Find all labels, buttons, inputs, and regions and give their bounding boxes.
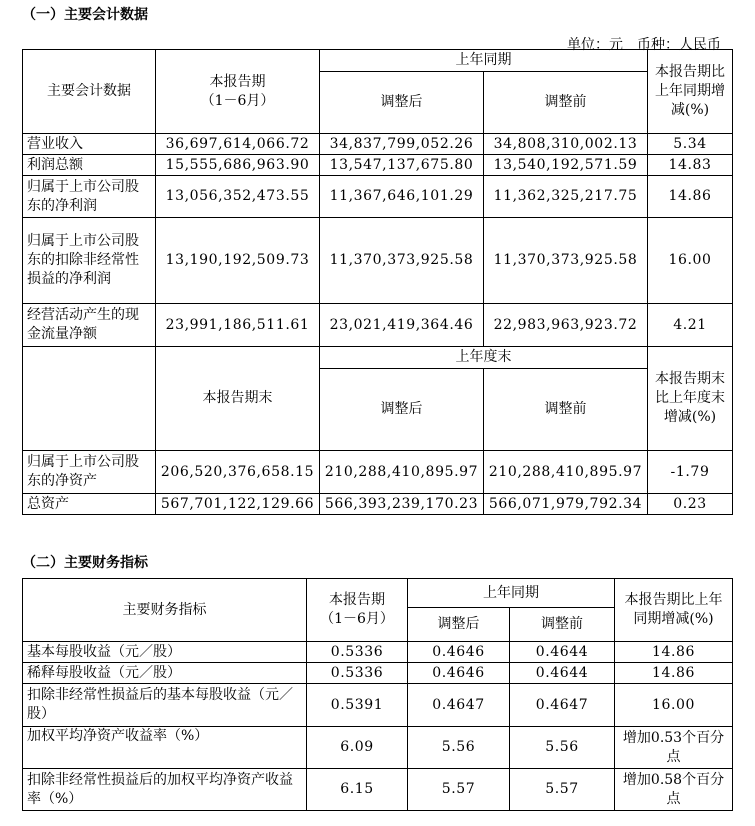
row-item: 归属于上市公司股东的扣除非经常性损益的净利润 [23,218,156,304]
row-adjusted: 566,393,239,170.23 [320,494,484,515]
row-before: 11,362,325,217.75 [484,176,648,218]
row-change: 4.21 [648,304,733,347]
row-adjusted: 0.4646 [408,642,510,663]
row-before: 22,983,963,923.72 [484,304,648,347]
row-change: -1.79 [648,451,733,494]
row-before: 566,071,979,792.34 [484,494,648,515]
row-item: 营业收入 [23,134,156,155]
header-adjusted: 调整后 [320,72,484,134]
row-current: 0.5336 [307,663,408,684]
row-change: 14.83 [648,155,733,176]
table-row [23,494,733,515]
table-row [23,218,733,304]
row-item: 总资产 [23,494,156,515]
row-change: 5.34 [648,134,733,155]
table-row [23,769,733,811]
row-adjusted: 0.4647 [408,684,510,727]
row-adjusted: 23,021,419,364.46 [320,304,484,347]
table-row [23,155,733,176]
section2-title: （二）主要财务指标 [22,555,148,571]
section1-title: （一）主要会计数据 [22,7,148,23]
header2-adjusted: 调整后 [320,369,484,451]
row-adjusted: 210,288,410,895.97 [320,451,484,494]
header2-change: 本报告期末比上年度末增减(%) [648,347,733,451]
header-item: 主要会计数据 [23,50,156,134]
row-before: 5.56 [510,727,615,769]
row-current: 13,190,192,509.73 [156,218,320,304]
row-current: 36,697,614,066.72 [156,134,320,155]
row-before: 0.4644 [510,663,615,684]
financial-indicators-table [22,578,733,811]
row-current: 15,555,686,963.90 [156,155,320,176]
row-adjusted: 34,837,799,052.26 [320,134,484,155]
row-current: 0.5391 [307,684,408,727]
row-before: 210,288,410,895.97 [484,451,648,494]
row-before: 0.4647 [510,684,615,727]
row-adjusted: 5.57 [408,769,510,811]
row-item: 加权平均净资产收益率（%） [23,727,307,769]
row-before: 11,370,373,925.58 [484,218,648,304]
row-change: 14.86 [615,663,733,684]
row-adjusted: 13,547,137,675.80 [320,155,484,176]
header2-before: 调整前 [484,369,648,451]
row-change: 16.00 [615,684,733,727]
row-current: 13,056,352,473.55 [156,176,320,218]
header-before: 调整前 [484,72,648,134]
row-item: 归属于上市公司股东的净资产 [23,451,156,494]
row-change: 16.00 [648,218,733,304]
header-current: 本报告期 （1－6月） [156,50,320,134]
table-row [23,642,733,663]
header-adjusted: 调整后 [408,608,510,642]
row-adjusted: 0.4646 [408,663,510,684]
row-change: 增加0.58个百分点 [615,769,733,811]
row-item: 扣除非经常性损益后的基本每股收益（元／股） [23,684,307,727]
row-adjusted: 5.56 [408,727,510,769]
row-item: 扣除非经常性损益后的加权平均净资产收益率（%） [23,769,307,811]
row-adjusted: 11,367,646,101.29 [320,176,484,218]
header-current: 本报告期 （1－6月） [307,579,408,642]
row-change: 0.23 [648,494,733,515]
row-change: 增加0.53个百分点 [615,727,733,769]
row-current: 206,520,376,658.15 [156,451,320,494]
header-change: 本报告期比上年同期增减(%) [648,50,733,134]
row-current: 6.15 [307,769,408,811]
row-current: 567,701,122,129.66 [156,494,320,515]
header2-prev-group: 上年度末 [320,347,648,369]
header-item: 主要财务指标 [23,579,307,642]
row-adjusted: 11,370,373,925.58 [320,218,484,304]
unit-note: 单位：元 币种：人民币 [567,37,721,53]
table-row [23,663,733,684]
header2-current: 本报告期末 [156,347,320,451]
row-change: 14.86 [615,642,733,663]
blank-cell [23,347,156,451]
header-prev-group: 上年同期 [320,50,648,72]
row-item: 基本每股收益（元／股） [23,642,307,663]
table-row [23,684,733,727]
row-item: 经营活动产生的现金流量净额 [23,304,156,347]
row-current: 0.5336 [307,642,408,663]
row-before: 5.57 [510,769,615,811]
table-row [23,727,733,769]
row-item: 稀释每股收益（元／股） [23,663,307,684]
table-row [23,134,733,155]
header-before: 调整前 [510,608,615,642]
row-before: 34,808,310,002.13 [484,134,648,155]
table-row [23,176,733,218]
row-before: 13,540,192,571.59 [484,155,648,176]
table-row [23,304,733,347]
row-item: 归属于上市公司股东的净利润 [23,176,156,218]
header-change: 本报告期比上年同期增减(%) [615,579,733,642]
header-prev-group: 上年同期 [408,579,615,608]
row-before: 0.4644 [510,642,615,663]
row-current: 6.09 [307,727,408,769]
row-current: 23,991,186,511.61 [156,304,320,347]
table-row [23,451,733,494]
row-item: 利润总额 [23,155,156,176]
row-change: 14.86 [648,176,733,218]
accounting-data-table [22,49,733,515]
